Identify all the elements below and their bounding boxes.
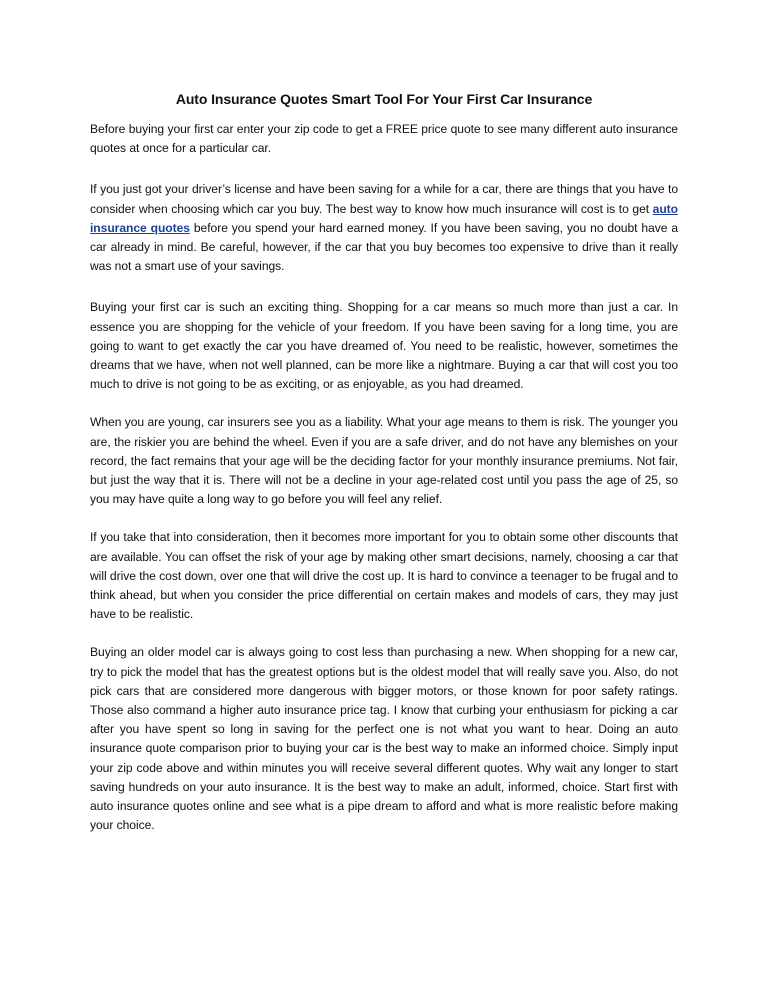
- paragraph-discounts: If you take that into consideration, then it becomes more important for you to obtain some other discounts that are available. You can offset the risk of your age by making other smart decisions, namely, choosing a car that will drive the cost down, over one that will drive the cost up. It is hard to convince a teenager to be frugal and to think ahead, but when you consider the price differential on certain makes and models of cars, they may just have to be realistic.: [90, 530, 678, 622]
- paragraph-young-drivers: When you are young, car insurers see you as a liability. What your age means to them is risk. The younger you are, the riskier you are behind the wheel. Even if you are a safe driver, and do not have any blemishes on your record, the fact remains that your age will be the deciding factor for your monthly insurance premiums. Not fair, but just the way that it is. There will not be a decline in your age-related cost until you pass the age of 25, so you may have quite a long way to go before you will feel any relief.: [90, 415, 678, 507]
- paragraph-license: [90, 180, 678, 276]
- document-title: Auto Insurance Quotes Smart Tool For Your First Car Insurance: [175, 91, 593, 107]
- document-page: [90, 88, 678, 855]
- paragraph-text-before-link: If you just got your driver’s license and have been saving for a while for a car, there are things that you have to consider when choosing which car you buy. The best way to know how much insurance will cost is to get: [90, 182, 678, 216]
- auto-insurance-quotes-link[interactable]: auto insurance quotes: [90, 201, 678, 235]
- paragraph-first-car: Buying your first car is such an exciting thing. Shopping for a car means so much more than just a car. In essence you are shopping for the vehicle of your freedom. If you have been saving for a long time, you are going to want to get exactly the car you have dreamed of. You need to be realistic, however, sometimes the dreams that we have, when not well planned, can be more like a nightmare. Buying a car that will cost you too much to drive is not going to be as exciting, or as enjoyable, as you had dreamed.: [90, 300, 678, 392]
- paragraph-text-after-link: before you spend your hard earned money. If you have been saving, you no doubt have a car already in mind. Be careful, however, if the car that you buy becomes too expensive to drive than it really was not a smart use of your savings.: [90, 220, 678, 274]
- paragraph-intro: Before buying your first car enter your zip code to get a FREE price quote to see many different auto insurance quotes at once for a particular car.: [90, 122, 678, 156]
- paragraph-older-model: Buying an older model car is always going to cost less than purchasing a new. When shopping for a new car, try to pick the model that has the greatest options but is the oldest model that will really save you. Also, do not pick cars that are considered more dangerous with bigger motors, or those known for poor safety ratings. Those also command a higher auto insurance price tag. I know that curbing your enthusiasm for picking a car after you have spent so long in saving for the perfect one is not what you want to hear. Doing an auto insurance quote comparison prior to buying your car is the best way to make an informed choice. Simply input your zip code above and within minutes you will receive several different quotes. Why wait any longer to start saving hundreds on your auto insurance. It is the best way to make an adult, informed, choice. Start first with auto insurance quotes online and see what is a pipe dream to afford and what is more realistic before making your choice.: [90, 645, 678, 833]
